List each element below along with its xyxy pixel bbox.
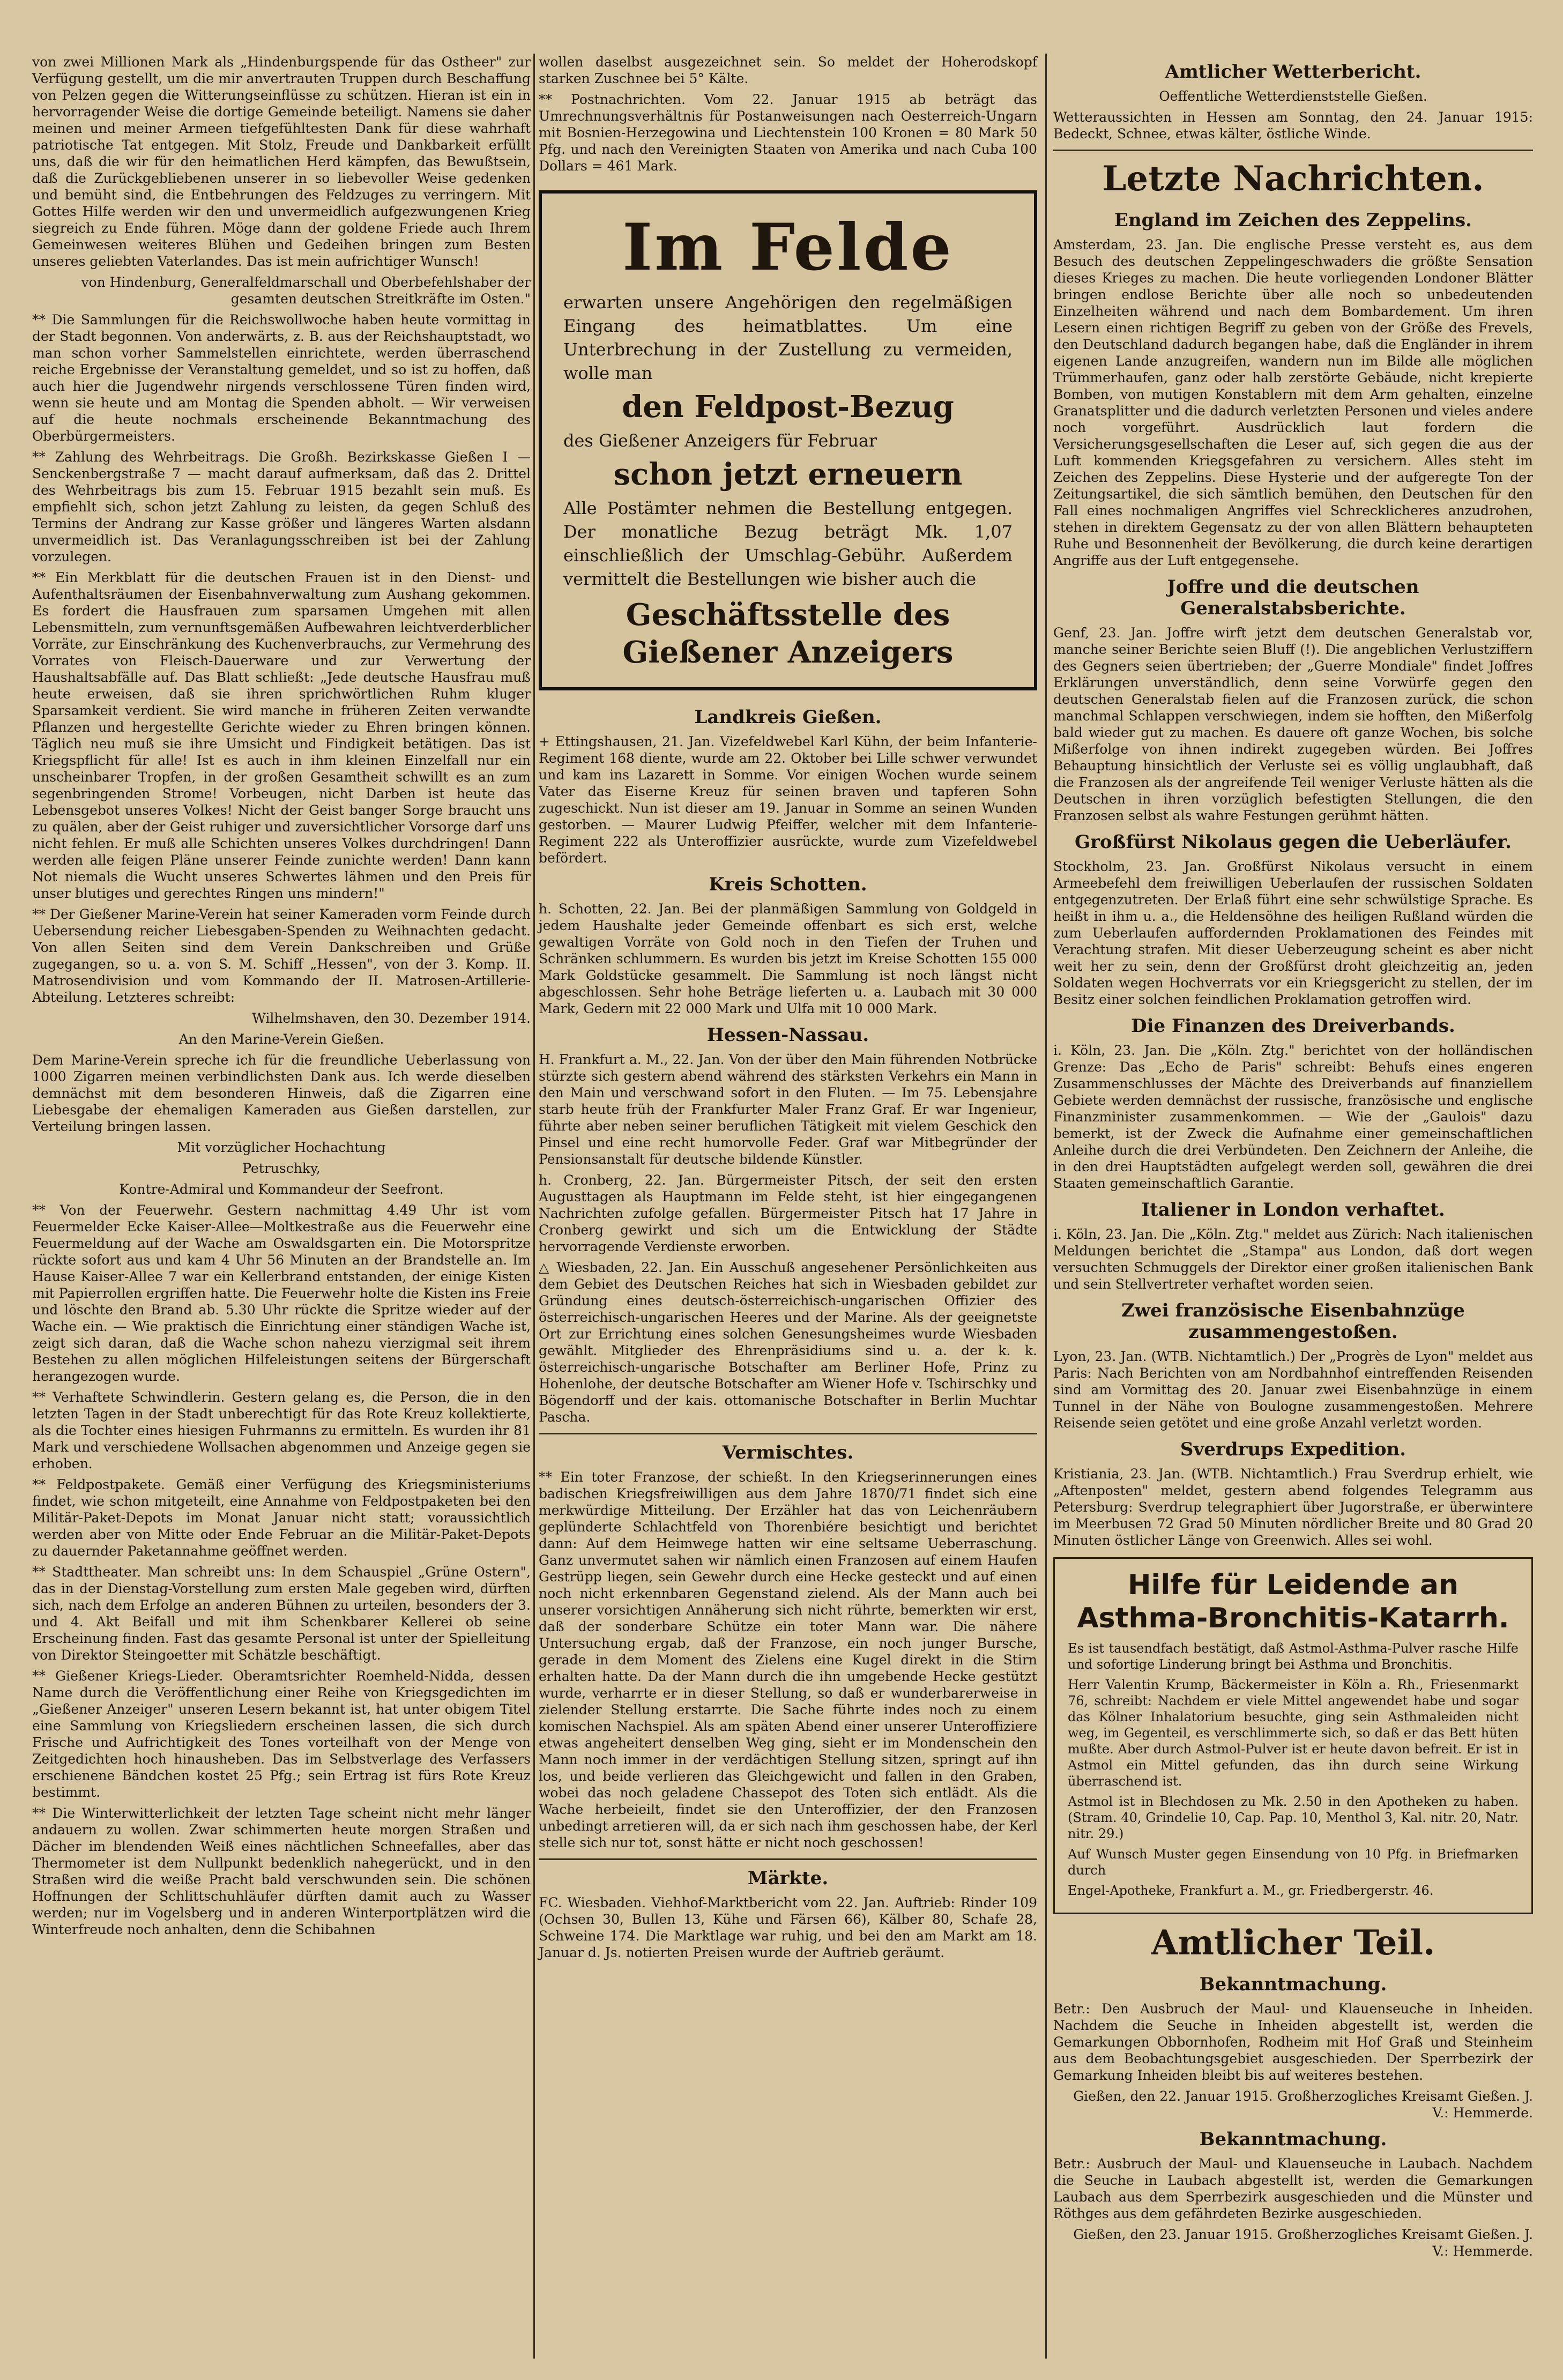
article-text: ** Gießener Kriegs-Lieder. Oberamtsrichter Roemheld-Nidda, dessen Name durch die Veröffentlichung einer Reihe von Kriegsgedichten im „Gießener Anzeiger" unseren Lesern bekannt ist, hat unter obigem Titel eine Sammlung von Kriegsliedern erscheinen lassen, die sich durch Frische und Aufrichtigkeit des Tones vorteilhaft von der Menge von Zeitgedichten hoch hinausheben. Das im Selbstverlage des Verfassers erschienene Bändchen kostet 25 Pfg.; sein Ertrag ist fürs Rote Kreuz bestimmt. bbox=[32, 1668, 531, 1800]
article-text: ** Die Sammlungen für die Reichswollwoche haben heute vormittag in der Stadt begonnen. Von anderwärts, z. B. aus der Reichshauptstadt, wo man schon vorher Sammelstellen einrichtete, werden überraschend reiche Ergebnisse der Veranstaltung gemeldet, und so ist zu hoffen, daß auch hier die Jugendwehr nirgends verschlossene Türen finden wird, wenn sie heute und am Montag die Spenden abholt. — Wir verweisen auf die heute nochmals erscheinende Bekanntmachung des Oberbürgermeisters. bbox=[32, 312, 531, 444]
column-middle bbox=[539, 54, 1037, 1965]
article-text: h. Schotten, 22. Jan. Bei der planmäßigen Sammlung von Goldgeld in jedem Haushalte jeder Gemeinde offenbart es sich erst, welche gewaltigen Vorräte von Gold noch in den Tiefen der Truhen und Schränken schlummern. Es wurden bis jetzt im Kreise Schotten 155 000 Mark Goldstücke gesammelt. Die Sammlung ist noch längst nicht abgeschlossen. Sehr hohe Beträge lieferten u. a. Laubach mit 30 000 Mark, Gedern mit 22 000 Mark und Ulfa mit 10 000 Mark. bbox=[539, 901, 1037, 1016]
advert-title: Hilfe für Leidende an Asthma-Bronchitis-Katarrh. bbox=[1077, 1569, 1509, 1634]
advert-text: Herr Valentin Krump, Bäckermeister in Köln a. Rh., Friesenmarkt 76, schreibt: Nachdem er viele Mittel angewendet habe und sogar das Kölner Inhalatorium besuchte, ging sein Asthmaleiden nicht weg, im Gegenteil, es verschlimmerte sich, so daß er das Bett hüten mußte. Aber durch Astmol-Pulver ist er heute davon befreit. Er ist in Astmol ein Mittel gefunden, das ihn durch seine Wirkung überraschend ist. bbox=[1068, 1677, 1519, 1789]
article-heading: England im Zeichen des Zeppelins. bbox=[1114, 210, 1472, 231]
notice-heading: Bekanntmachung. bbox=[1199, 1974, 1387, 1995]
article-text: ** Von der Feuerwehr. Gestern nachmittag 4.49 Uhr ist vom Feuermelder Ecke Kaiser-Allee—Moltkestraße aus die Feuerwehr eine Feuermeldung auf der Wache am Oswaldsgarten ein. Die Motorspritze rückte sofort aus und kam 4 Uhr 56 Minuten an der Brandstelle an. Im Hause Kaiser-Allee 7 war ein Kellerbrand entstanden, der einige Kisten mit Papierrollen ergriffen hatte. Die Feuerwehr holte die Kisten ins Freie und löschte den Brand ab. 5.30 Uhr rückte die Spritze wieder auf der Wache ein. — Wie praktisch die Einrichtung einer ständigen Wache ist, zeigt sich daran, daß die Wache schon nahezu vierzigmal seit ihrem Bestehen zu allen möglichen Hilfeleistungen seitens der Bürgerschaft herangezogen wurde. bbox=[32, 1202, 531, 1384]
article-heading: Großfürst Nikolaus gegen die Ueberläufer. bbox=[1075, 831, 1512, 853]
notice-heading: Bekanntmachung. bbox=[1199, 2129, 1387, 2150]
feldpost-advert-box bbox=[539, 190, 1037, 690]
article-heading: Die Finanzen des Dreiverbands. bbox=[1131, 1015, 1455, 1037]
signature: von Hindenburg, Generalfeldmarschall und Oberbefehlshaber der gesamten deutschen Streitkräfte im Osten." bbox=[81, 274, 531, 307]
article-heading: Sverdrups Expedition. bbox=[1180, 1439, 1406, 1460]
section-heading: Vermischtes. bbox=[722, 1442, 854, 1463]
article-text: ** Postnachrichten. Vom 22. Januar 1915 ab beträgt das Umrechnungsverhältnis für Postanweisungen nach Oesterreich-Ungarn mit Bosnien-Herzegowina und Liechtenstein 100 Kronen = 80 Mark 50 Pfg. und nach den Vereinigten Staaten von Amerika und nach Cuba 100 Dollars = 461 Mark. bbox=[539, 92, 1037, 174]
article-text: ** Der Gießener Marine-Verein hat seiner Kameraden vorm Feinde durch Uebersendung reicher Liebesgaben-Spenden zu Weihnachten gedacht. Von allen Seiten sind dem Verein Dankschreiben und Grüße zugegangen, so u. a. von S. M. Schiff „Hessen", von der 3. Komp. II. Matrosendivision und vom Kommando der II. Matrosen-Artillerie-Abteilung. Letzteres schreibt: bbox=[32, 906, 531, 1005]
letter-closing: Mit vorzüglicher Hochachtung bbox=[177, 1140, 386, 1155]
news-heading: Letzte Nachrichten. bbox=[1102, 159, 1484, 199]
article-heading: Italiener in London verhaftet. bbox=[1141, 1199, 1445, 1221]
letter-address: An den Marine-Verein Gießen. bbox=[178, 1031, 384, 1047]
column-right bbox=[1053, 54, 1533, 2264]
article-text: von zwei Millionen Mark als „Hindenburgspende für das Ostheer" zur Verfügung gestellt, um die mir anvertrauten Truppen durch Beschaffung von Pelzen gegen die Witterungseinflüsse zu schützen. Hieran ist ein in hervorragender Weise die dortige Gemeinde beteiligt. Namens sie daher meinen und meiner Armeen tiefgefühltesten Dank für diese wahrhaft patriotische Tat entgegen. Mit Stolz, Freude und Dankbarkeit erfüllt uns, daß die wir für den heimatlichen Herd kämpfen, das Bewußtsein, daß die Zurückgebliebenen unserer in so liebevoller Weise gedenken und bemüht sind, die Entbehrungen des Feldzuges zu verringern. Mit Gottes Hilfe werden wir den und unvermeidlich aufgezwungenen Krieg siegreich zu Ende führen. Möge dann der goldene Friede auch Ihrem Gemeinwesen weiteres Blühen und Gedeihen bringen zum Besten unseres geliebten Vaterlandes. Das ist mein aufrichtiger Wunsch! bbox=[32, 54, 531, 269]
advert-text: Engel-Apotheke, Frankfurt a. M., gr. Friedbergerstr. 46. bbox=[1068, 1883, 1434, 1898]
article-text: ** Ein Merkblatt für die deutschen Frauen ist in den Dienst- und Aufenthaltsräumen der Eisenbahnverwaltung zum Aushang gekommen. Es fordert die Hausfrauen zum sparsamen Umgehen mit allen Lebensmitteln, zum vernunftsgemäßen Aufbewahren leichtverderblicher Vorräte, zur Einschränkung des Kuchenverbrauchs, zur Vermehrung des Vorrates von Fleisch-Dauerware und zur Verwertung der Haushaltsabfälle auf. Das Blatt schließt: „Jede deutsche Hausfrau muß heute erweisen, daß sie ihren sprichwörtlichen Ruhm kluger Sparsamkeit verdient. Sie wird manche in früheren Zeiten verwandte Pflanzen und hergestellte Gerichte wieder zu Ehren bringen können. Täglich neu muß sie ihre Umsicht und Findigkeit betätigen. Das ist Kriegspflicht für alle! Ist es auch in ihm kleinen Einzelfall nur ein unscheinbarer Tropfen, in der großen Gesamtheit schwillt es an zum segenbringenden Strome! Vorbeugen, nicht Darben ist heute das Lebensgebot unseres Volkes! Nicht der Geist banger Sorge braucht uns zu quälen, aber der Geist ruhiger und zuversichtlicher Vorsorge darf uns nicht fehlen. Er muß alle Schichten unseres Volkes durchdringen! Dann werden alle feigen Pläne unserer Feinde zunichte werden! Dann kann Not niemals die Wucht unseres Schwertes lähmen und den Preis für unser blutiges und gerechtes Ringen uns mindern!" bbox=[32, 570, 531, 901]
article-text: wollen daselbst ausgezeichnet sein. So meldet der Hoherodskopf starken Zuschnee bei 5° Kälte. bbox=[539, 54, 1037, 86]
article-text: i. Köln, 23. Jan. Die „Köln. Ztg." berichtet von der holländischen Grenze: Das „Echo de Paris" schreibt: Behufs eines engeren Zusammenschlusses der Mächte des Dreiverbands auf finanziellem Gebiete werden demnächst der russische, französische und englische Finanzminister zusammenkommen. — Wie der „Gaulois" dazu bemerkt, ist der Zweck die Aufnahme einer gemeinschaftlichen Anleihe durch die drei Verbündeten. Den Zeichnern der Anleihe, die in den drei Hauptstädten aufgelegt werden soll, gewähren die drei Staaten gemeinschaftlich Garantie. bbox=[1053, 1043, 1533, 1191]
notice-text: Betr.: Ausbruch der Maul- und Klauenseuche in Laubach. Nachdem die Seuche in Laubach abgestellt ist, werden die Gemarkungen Laubach aus dem Sperrbezirk ausgeschieden und die Münster und Röthges aus dem gefährdeten Bezirke ausgeschieden. bbox=[1053, 2156, 1533, 2221]
article-text: h. Cronberg, 22. Jan. Bürgermeister Pitsch, der seit den ersten Augusttagen als Hauptmann im Felde steht, ist hier eingegangenen Nachrichten zufolge gefallen. Bürgermeister Pitsch hat 17 Jahre in Cronberg gewirkt und sich um die Entwicklung der Städte hervorragende Verdienste erworben. bbox=[539, 1172, 1037, 1254]
article-text: ** Verhaftete Schwindlerin. Gestern gelang es, die Person, die in den letzten Tagen in der Stadt unberechtigt für das Rote Kreuz kollektierte, als die Tochter eines hiesigen Fuhrmanns zu ermitteln. Es wurden ihr 81 Mark und verschiedene Wollsachen abgenommen und Anzeige gegen sie erhoben. bbox=[32, 1389, 531, 1471]
advert-text: Es ist tausendfach bestätigt, daß Astmol-Asthma-Pulver rasche Hilfe und sofortige Linderung bringt bei Asthma und Bronchitis. bbox=[1068, 1641, 1519, 1672]
letter-signature: Petruschky, bbox=[242, 1161, 321, 1176]
article-text: ** Die Winterwitterlichkeit der letzten Tage scheint nicht mehr länger andauern zu wollen. Zwar schimmerten heute morgen Straßen und Dächer im blendenden Weiß eines nächtlichen Schneefalles, aber das Thermometer ist dem Nullpunkt bedenklich nahegerückt, und in den Straßen wird die weiße Pracht bald verschwunden sein. Die schönen Hoffnungen der Schlittschuhläufer dürften damit auch zu Wasser werden; nur im Vogelsberg und in anderen Winterportplätzen wird die Winterfreude noch anhalten, denn die Schibahnen bbox=[32, 1805, 531, 1937]
article-text: Stockholm, 23. Jan. Großfürst Nikolaus versucht in einem Armeebefehl dem freiwilligen Ueberlaufen der russischen Soldaten entgegenzutreten. Der Erlaß führt eine sehr schwülstige Sprache. Es heißt in ihm u. a., die Heldensöhne des heiligen Rußland würden die zum Ueberlaufen auffordernden Proklamationen des Feindes mit Verachtung strafen. Mit dieser Ueberzeugung scheint es aber nicht weit her zu sein, denn der Großfürst droht gleichzeitig an, jeden Soldaten wegen Hochverrats vor ein Kriegsgericht zu stellen, der im Besitz einer solchen feindlichen Proklamation getroffen wird. bbox=[1053, 859, 1533, 1007]
advert-title: Im Felde bbox=[622, 210, 954, 285]
divider bbox=[1053, 150, 1533, 151]
article-text: H. Frankfurt a. M., 22. Jan. Von der über den Main führenden Notbrücke stürzte sich gestern abend während des stärksten Verkehrs ein Mann in den Main und verschwand sofort in den Fluten. — Im 75. Lebensjahre starb heute früh der Frankfurter Maler Franz Graf. Er war Ingenieur, führte aber neben seiner beruflichen Tätigkeit mit vielem Geschick den Pinsel und eine recht humorvolle Feder. Graf war Mitbegründer der Pensionsanstalt für deutsche bildende Künstler. bbox=[539, 1052, 1037, 1167]
section-heading: Landkreis Gießen. bbox=[694, 706, 882, 728]
notice-signature: Gießen, den 22. Januar 1915. Großherzogliches Kreisamt Gießen. J. V.: Hemmerde. bbox=[1073, 2088, 1533, 2121]
letter-body: Dem Marine-Verein spreche ich für die freundliche Ueberlassung von 1000 Zigarren meinen verbindlichsten Dank aus. Ich werde dieselben demnächst mit dem besonderen Hinweis, daß die Zigarren eine Liebesgabe der ehemaligen Kameraden aus Gießen darstellen, zur Verteilung bringen lassen. bbox=[32, 1052, 531, 1134]
section-heading: Hessen-Nassau. bbox=[706, 1024, 869, 1046]
divider bbox=[539, 1433, 1037, 1434]
advert-footer: Geschäftsstelle des Gießener Anzeigers bbox=[622, 597, 954, 670]
advert-text: Auf Wunsch Muster gegen Einsendung von 10 Pfg. in Briefmarken durch bbox=[1068, 1847, 1519, 1878]
section-heading: Kreis Schotten. bbox=[709, 874, 867, 895]
column-left bbox=[32, 54, 531, 1942]
article-text: ** Ein toter Franzose, der schießt. In den Kriegserinnerungen eines badischen Kriegsfreiwilligen aus dem Jahre 1870/71 findet sich eine merkwürdige Mitteilung. Der Erzähler hat das von Leichenräubern geplünderte Schlachtfeld von Thorenbiére besichtigt und berichtet dann: Auf dem Heimwege hatten wir eine seltsame Ueberraschung. Ganz unvermutet sahen wir nämlich einen Franzosen auf einem Haufen Gestrüpp liegen, sein Gewehr durch eine Hecke gesteckt und auf einen noch nicht erkennbaren Gegenstand zielend. Als der Mann auch bei unserer vorsichtigen Annäherung sich nicht rührte, bemerkten wir erst, daß der sonderbare Schütze ein toter Mann war. Die nähere Untersuchung ergab, daß der Franzose, ein noch junger Bursche, gerade in dem Moment des Zielens eine Kugel direkt in die Stirn erhalten hatte. Da der Mann durch die ihn umgebende Hecke gestützt wurde, verharrte er in dieser Stellung, so daß er wunderbarerweise in zielender Stellung erstarrte. Die Sache führte indes noch zu einem komischen Nachspiel. Als am späten Abend einer unserer Unteroffiziere etwas angeheitert denselben Weg ging, sieht er im Mondenschein den Mann noch immer in der verdächtigen Stellung sitzen, springt auf ihn los, und beide verlieren das Gleichgewicht und fallen in den Graben, wobei das noch geladene Chassepot des Toten sich entlädt. Als die Wache herbeieilt, findet sie den Unteroffizier, der den Franzosen unbedingt arretieren will, da er sich nach ihm geschossen habe, der Kerl stelle sich nur tot, sonst hätte er nicht noch geschossen! bbox=[539, 1469, 1037, 1850]
column-rule bbox=[1045, 54, 1047, 2359]
weather-text: Wetteraussichten in Hessen am Sonntag, den 24. Januar 1915: Bedeckt, Schnee, etwas kälter, östliche Winde. bbox=[1053, 109, 1533, 142]
divider bbox=[539, 1858, 1037, 1860]
letter-date: Wilhelmshaven, den 30. Dezember 1914. bbox=[252, 1010, 531, 1026]
article-text: Genf, 23. Jan. Joffre wirft jetzt dem deutschen Generalstab vor, manche seiner Berichte seien Bluff (!). Die angeblichen Verlustziffern des Gegners seien übertrieben; der „Guerre Mondiale" findet Joffres Erklärungen unverständlich, denn seine Vorwürfe gegen den deutschen Generalstab fielen auf die Franzosen zurück, die schon manchmal Schlappen verschwiegen, indem sie hofften, den Mißerfolg bald wieder gut zu machen. Es dauere oft ganze Wochen, bis solche Mißerfolge von ihnen indirekt zugegeben würden. Bei Joffres Behauptung hinsichtlich der Verluste sei es völlig unglaubhaft, daß die Franzosen als der angreifende Teil weniger Verluste hätten als die Deutschen in ihren vorzüglich befestigten Stellungen, die den Franzosen selbst als wahre Festungen gerühmt hätten. bbox=[1053, 625, 1533, 823]
article-text: ** Zahlung des Wehrbeitrags. Die Großh. Bezirkskasse Gießen I — Senckenbergstraße 7 — macht darauf aufmerksam, daß das 2. Drittel des Wehrbeitrags bis zum 15. Februar 1915 bezahlt sein muß. Es empfiehlt sich, schon jetzt Zahlung zu leisten, da gegen Schluß des Termins der Andrang zur Kasse größer und längeres Warten alsdann unvermeidlich ist. Das Veranlagungsschreiben ist bei der Zahlung vorzulegen. bbox=[32, 449, 531, 564]
letter-title: Kontre-Admiral und Kommandeur der Seefront. bbox=[119, 1181, 444, 1197]
advert-highlight: schon jetzt erneuern bbox=[613, 457, 963, 492]
column-rule bbox=[533, 54, 535, 2359]
article-text: ** Stadttheater. Man schreibt uns: In dem Schauspiel „Grüne Ostern", das in der Dienstag-Vorstellung zum ersten Male gegeben wird, dürften sich, nach dem Erfolge an anderen Bühnen zu urteilen, besonders der 3. und 4. Akt Beifall und mit ihm Schenkbarer Kellerei ob seine Erscheinung finden. Fast das gesamte Personal ist unter der Spielleitung von Direktor Steingoetter mit Schätzle beschäftigt. bbox=[32, 1564, 531, 1663]
advert-text: Alle Postämter nehmen die Bestellung entgegen. Der monatliche Bezug beträgt Mk. 1,07 einschließlich der Umschlag-Gebühr. Außerdem vermittelt die Bestellungen wie bisher auch die bbox=[563, 498, 1013, 589]
article-text: + Ettingshausen, 21. Jan. Vizefeldwebel Karl Kühn, der beim Infanterie-Regiment 168 diente, wurde am 22. Oktober bei Lille schwer verwundet und kam ins Lazarett in Somme. Vor einigen Wochen wurde seinem Vater das Eiserne Kreuz für seinen braven und tapferen Sohn zugeschickt. Nun ist dieser am 19. Januar in Somme an seinen Wunden gestorben. — Maurer Ludwig Pfeiffer, welcher mit dem Infanterie-Regiment 222 als Unteroffizier ausrückte, wurde zum Vizefeldwebel befördert. bbox=[539, 734, 1037, 866]
advert-text: des Gießener Anzeigers für Februar bbox=[563, 430, 877, 451]
notice-text: Betr.: Den Ausbruch der Maul- und Klauenseuche in Inheiden. Nachdem die Seuche in Inheiden abgestellt ist, werden die Gemarkungen Obbornhofen, Rodheim mit Hof Graß und Steinheim aus dem Beobachtungsgebiet ausgeschieden. Der Sperrbezirk der Gemarkung Inheiden bleibt bis auf weiteres bestehen. bbox=[1053, 2001, 1533, 2083]
weather-heading: Amtlicher Wetterbericht. bbox=[1165, 61, 1421, 83]
article-heading: Zwei französische Eisenbahnzüge zusammengestoßen. bbox=[1121, 1300, 1465, 1343]
article-heading: Joffre und die deutschen Generalstabsberichte. bbox=[1167, 576, 1419, 619]
advert-text: erwarten unsere Angehörigen den regelmäßigen Eingang des heimatblattes. Um eine Unterbrechung in der Zustellung zu vermeiden, wolle man bbox=[563, 292, 1013, 383]
article-text: FC. Wiesbaden. Viehhof-Marktbericht vom 22. Jan. Auftrieb: Rinder 109 (Ochsen 30, Bullen 13, Kühe und Färsen 66), Kälber 80, Schafe 28, Schweine 174. Die Marktlage war ruhig, und bei den am Markt am 18. Januar d. Js. notierten Preisen wurde der Auftrieb geräumt. bbox=[539, 1895, 1037, 1960]
asthma-advert bbox=[1053, 1557, 1533, 1914]
section-heading: Märkte. bbox=[747, 1868, 829, 1889]
article-text: ** Feldpostpakete. Gemäß einer Verfügung des Kriegsministeriums findet, wie schon mitgeteilt, eine Annahme von Feldpostpaketen bei den Militär-Paket-Depots im Monat Januar nicht statt; voraussichtlich werden aber von Mitte oder Ende Februar an die Militär-Paket-Depots zu dauernder Paketannahme geöffnet werden. bbox=[32, 1477, 531, 1559]
article-text: i. Köln, 23. Jan. Die „Köln. Ztg." meldet aus Zürich: Nach italienischen Meldungen berichtet die „Stampa" aus London, daß dort wegen versuchten Schmuggels der Direktor einer großen italienischen Bank und sein Stellvertreter verhaftet worden seien. bbox=[1053, 1226, 1533, 1292]
article-text: △ Wiesbaden, 22. Jan. Ein Ausschuß angesehener Persönlichkeiten aus dem Gebiet des Deutschen Reiches hat sich in Wiesbaden gebildet zur Gründung eines deutsch-österreichisch-ungarischen Offizier des österreichisch-ungarischen Heeres und der Marine. Als der geeignetste Ort zur Errichtung eines solchen Genesungsheimes wurde Wiesbaden gewählt. Mitglieder des Ehrenpräsidiums sind u. a. der k. k. österreichisch-ungarische Botschafter am Berliner Hofe, Prinz zu Hohenlohe, der deutsche Botschafter am Wiener Hofe v. Tschirschky und Bögendorff und der kais. ottomanische Botschafter in Berlin Muchtar Pascha. bbox=[539, 1260, 1037, 1425]
article-text: Amsterdam, 23. Jan. Die englische Presse versteht es, aus dem Besuch des deutschen Zeppelingeschwaders die größte Sensation dieses Krieges zu machen. Die heute vorliegenden Londoner Blätter bringen endlose Berichte über alle noch so unbedeutenden Einzelheiten während und nach dem Bombardement. Um ihren Lesern einen richtigen Begriff zu geben von der Größe des Frevels, den Deutschland dadurch begangen habe, daß die Engländer in ihrem eigenen Lande anzugreifen, wandern nun im Bilde alle möglichen Trümmerhaufen, ganz oder halb zerstörte Gebäude, nicht krepierte Bomben, von mutigen Konstablern mit dem Arm gehalten, einzelne Granatsplitter und die dadurch verletzten Personen und vieles andere noch vorgeführt. Ausdrücklich laut fordern die Versicherungsgesellschaften die Leser auf, sich gegen die aus der Luft kommenden Kriegsgefahren zu versichern. Alles steht im Zeichen des Zeppelins. Diese Hysterie und der aufgeregte Ton der Zeitungsartikel, die sich sämtlich bemühen, den Deutschen für den Fall eines nochmaligen Angriffes viel Schrecklicheres anzudrohen, stehen in direktem Gegensatz zu der von allen Blättern behaupteten Ruhe und Besonnenheit der Bevölkerung, die durch keine derartigen Angriffe aus der Luft entgegensehe. bbox=[1053, 237, 1533, 568]
official-section-heading: Amtlicher Teil. bbox=[1151, 1923, 1435, 1963]
notice-signature: Gießen, den 23. Januar 1915. Großherzogliches Kreisamt Gießen. J. V.: Hemmerde. bbox=[1073, 2227, 1533, 2259]
weather-subheading: Oeffentliche Wetterdienststelle Gießen. bbox=[1159, 88, 1427, 104]
advert-text: Astmol ist in Blechdosen zu Mk. 2.50 in den Apotheken zu haben. (Stram. 40, Grindelie 10, Cap. Pap. 10, Menthol 3, Kal. nitr. 20, Natr. nitr. 29.) bbox=[1068, 1794, 1519, 1841]
article-text: Kristiania, 23. Jan. (WTB. Nichtamtlich.) Frau Sverdrup erhielt, wie „Aftenposten" meldet, gestern abend folgendes Telegramm aus Petersburg: Sverdrup telegraphiert über Jugorstraße, er überwintere im Meerbusen 72 Grad 50 Minuten nördlicher Breite und 80 Grad 20 Minuten östlicher Länge von Greenwich. Alles sei wohl. bbox=[1053, 1466, 1533, 1548]
article-text: Lyon, 23. Jan. (WTB. Nichtamtlich.) Der „Progrès de Lyon" meldet aus Paris: Nach Berichten von am Nordbahnhof eintreffenden Reisenden sind am Vormittag des 20. Januar zwei Eisenbahnzüge in einem Tunnel in der Nähe von Boulogne zusammengestoßen. Mehrere Reisende seien getötet und eine große Anzahl verletzt worden. bbox=[1053, 1349, 1533, 1431]
advert-highlight: den Feldpost-Bezug bbox=[622, 389, 954, 425]
